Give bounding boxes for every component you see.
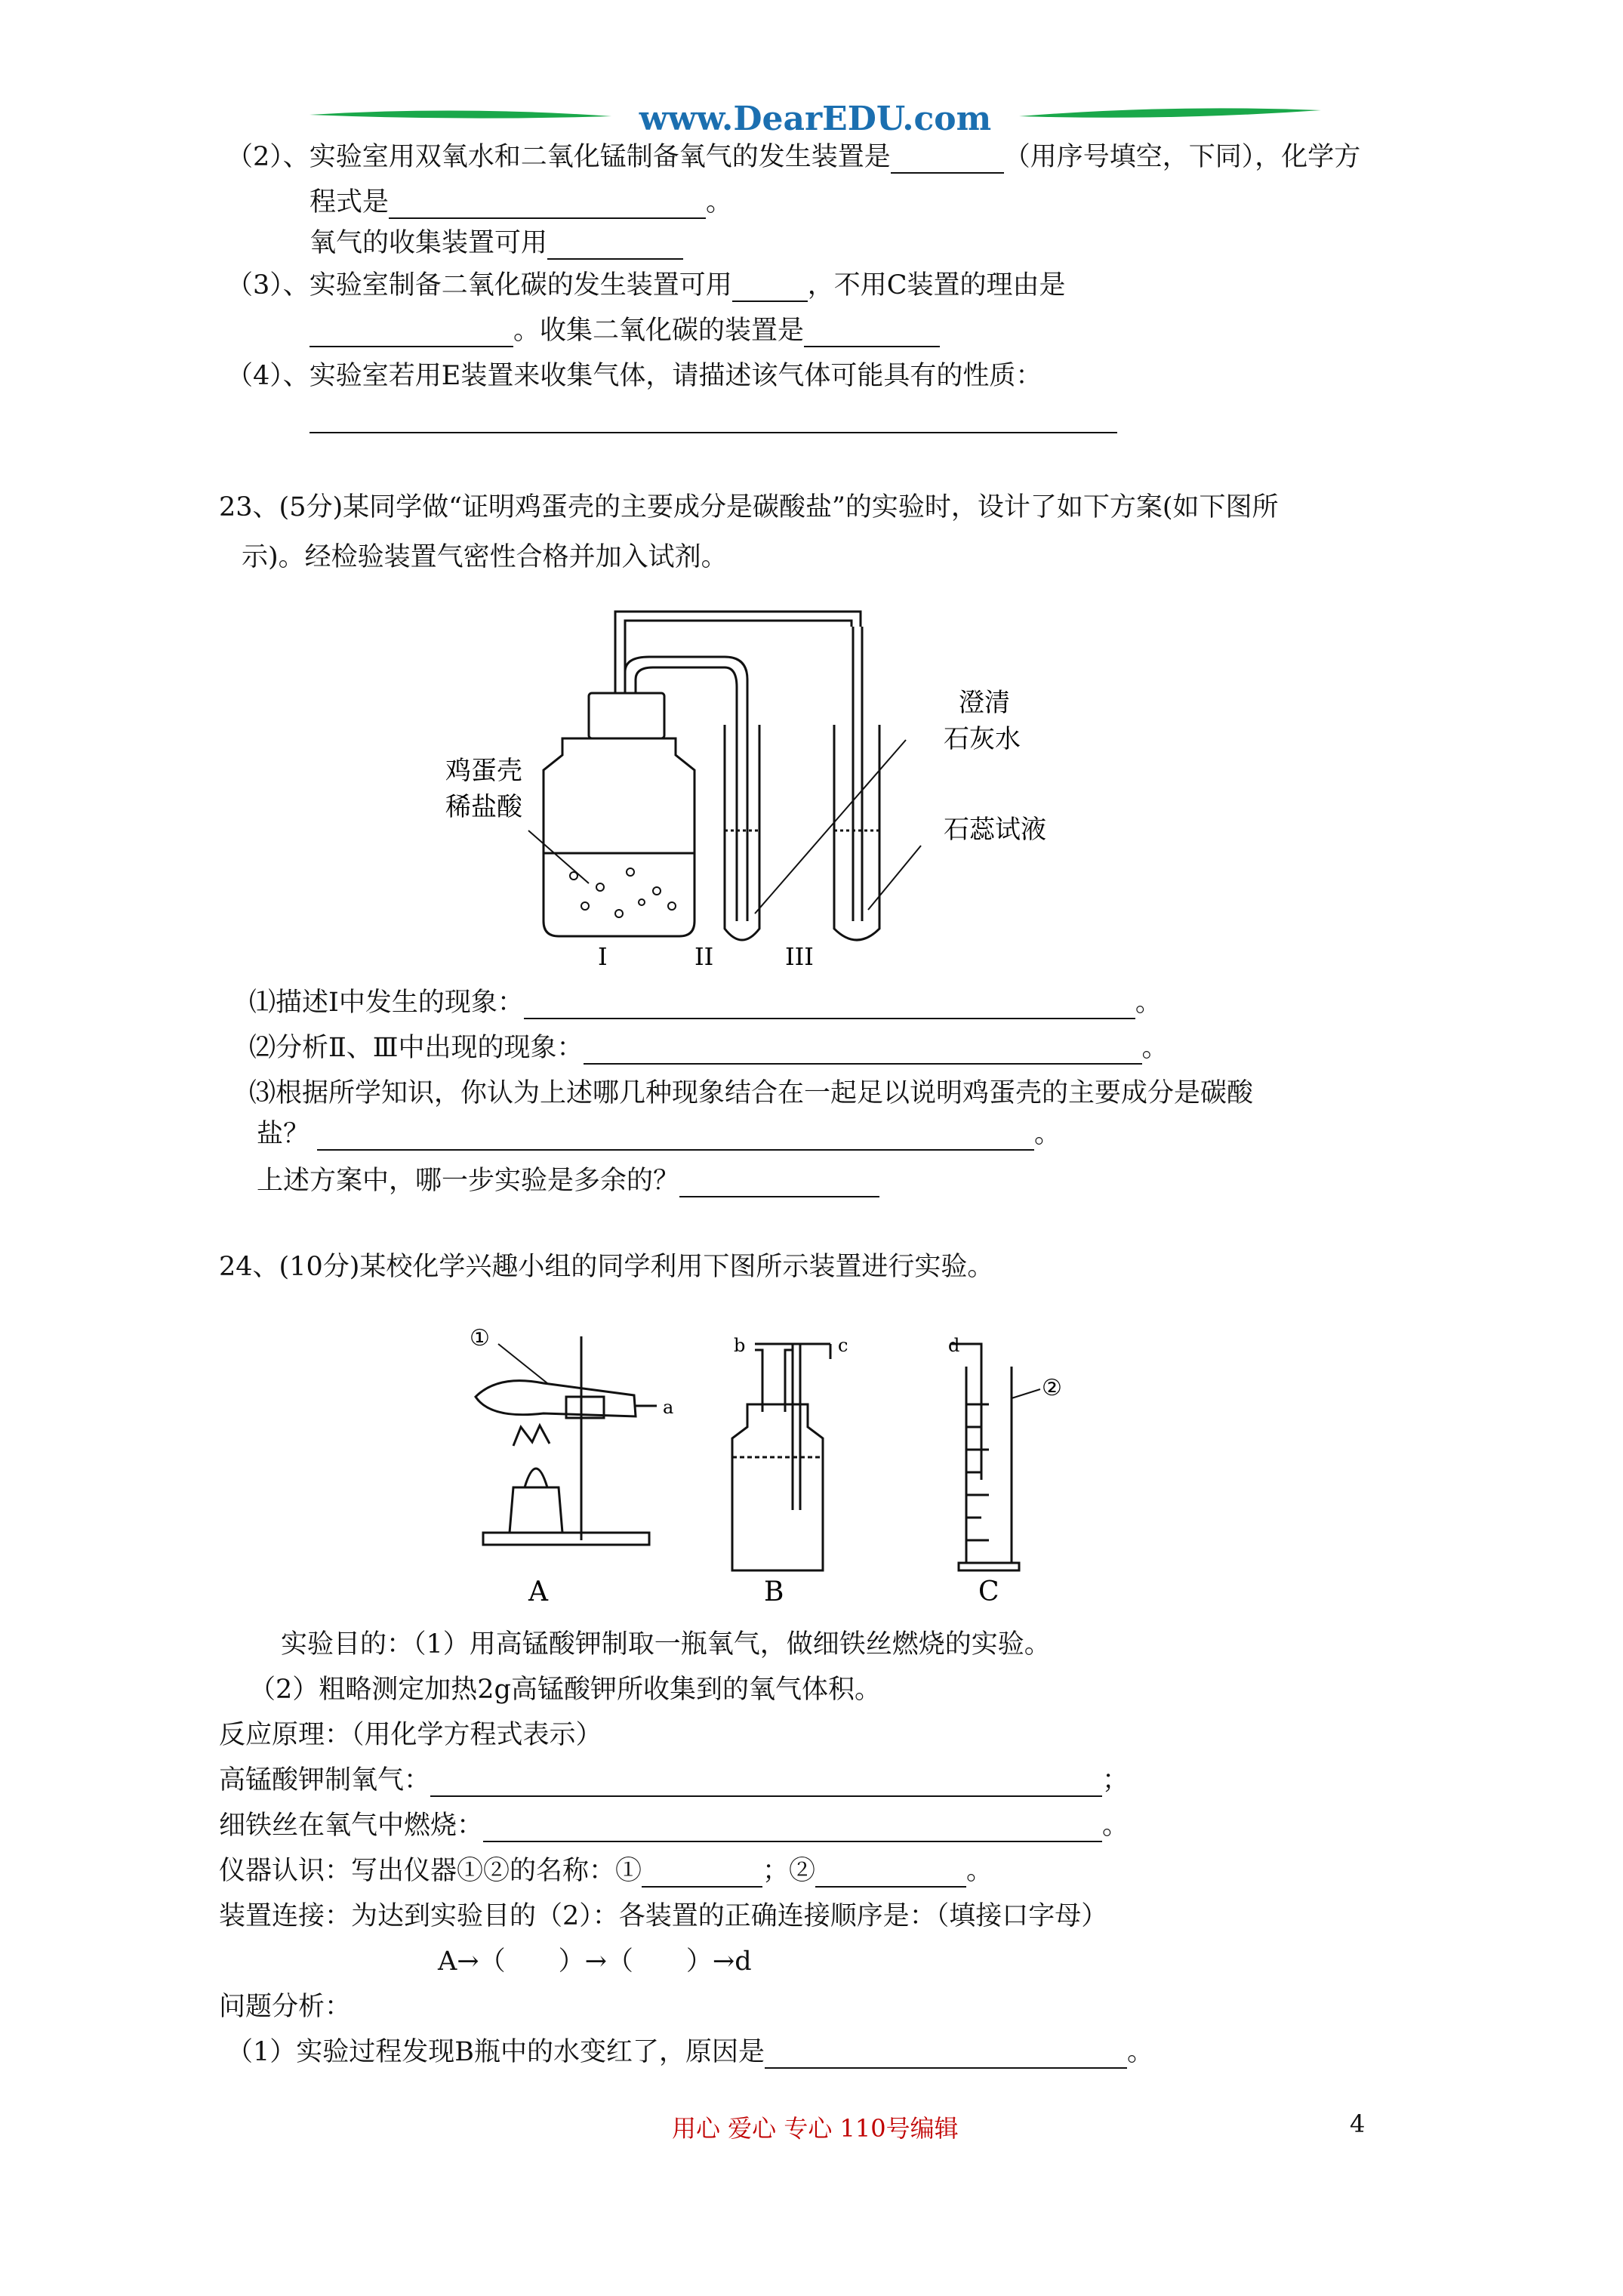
q24-analysis1 (226, 2036, 1153, 2069)
answer-blank[interactable] (804, 320, 940, 347)
answer-blank[interactable] (310, 406, 1117, 433)
q22-part3-text-c: 。收集二氧化碳的装置是 (513, 316, 805, 346)
label-apparatus-c: C (978, 1576, 999, 1607)
pointer-line (528, 831, 589, 883)
q22-part3-line1 (226, 269, 1066, 302)
q22-part2-text-e: 氧气的收集装置可用 (310, 228, 548, 258)
test-tube-three (834, 627, 879, 940)
pointer-line (498, 1344, 547, 1383)
q23-sub1 (249, 986, 1162, 1019)
label-roman-three: III (785, 942, 814, 971)
label-litmus: 石蕊试液 (944, 815, 1046, 845)
page-number: 4 (1350, 2110, 1366, 2138)
q22-part2-line2 (310, 186, 732, 219)
pointer-line (755, 740, 906, 914)
q24-eq1 (219, 1764, 1129, 1797)
answer-blank[interactable] (483, 1815, 1102, 1842)
q24-connection-sequence: A→（ ）→（ ）→d (438, 1946, 752, 1977)
q24-analysis1-end: 。 (1127, 2037, 1154, 2067)
answer-blank[interactable] (584, 1037, 1142, 1065)
q22-part2-line1 (226, 140, 1360, 174)
q22-part4-text-a: （4）、实验室若用E装置来收集气体，请描述该气体可能具有的性质： (226, 361, 1042, 391)
q24-eq1-end: ； (1102, 1765, 1129, 1795)
q23-sub3-end: 。 (1034, 1119, 1061, 1149)
delivery-tube-one-inner (636, 667, 737, 921)
test-tube-two (725, 725, 759, 940)
q23-sub2-end: 。 (1141, 1033, 1169, 1063)
label-limewater: 石灰水 (944, 724, 1021, 754)
label-circle-one: ① (470, 1325, 490, 1351)
q24-analysis: 问题分析： (219, 1992, 352, 2022)
q23-sub2-text: ⑵分析Ⅱ、Ⅲ中出现的现象： (249, 1033, 584, 1063)
pointer-line (868, 846, 921, 910)
answer-blank[interactable] (765, 2042, 1127, 2069)
q24-connection: 装置连接：为达到实验目的（2）：各装置的正确连接顺序是：（填接口字母） (219, 1901, 1108, 1931)
q22-part2-text-a: （2）、实验室用双氧水和二氧化锰制备氧气的发生装置是 (226, 142, 891, 172)
q23-sub2 (249, 1031, 1169, 1065)
q24-eq1-text: 高锰酸钾制氧气： (219, 1765, 431, 1795)
answer-blank[interactable] (679, 1170, 879, 1197)
bubbles (570, 868, 676, 917)
q22-part3-line2 (310, 314, 940, 347)
label-port-b: b (734, 1335, 746, 1356)
q22-part4-line2 (310, 400, 1117, 433)
q24-eq2-text: 细铁丝在氧气中燃烧： (219, 1811, 484, 1841)
apparatus-a (476, 1336, 657, 1545)
answer-blank[interactable] (389, 192, 706, 219)
answer-blank[interactable] (430, 1770, 1102, 1797)
q22-part2-line3 (310, 227, 683, 260)
q22-part3-text-b: ，不用C装置的理由是 (807, 270, 1066, 300)
q24-principle: 反应原理：（用化学方程式表示） (219, 1720, 602, 1750)
pointer-line (1012, 1389, 1040, 1398)
answer-blank[interactable] (642, 1860, 762, 1888)
q23-title: 23、(5分)某同学做“证明鸡蛋壳的主要成分是碳酸盐”的实验时，设计了如下方案(如下图所 (219, 492, 1279, 522)
label-roman-one: I (598, 942, 608, 971)
label-eggshell: 鸡蛋壳 (445, 756, 522, 786)
apparatus-c (951, 1344, 1019, 1570)
q23-sub1-end: 。 (1135, 988, 1162, 1018)
q22-part2-text-b: （用序号填空，下同），化学方 (1003, 142, 1361, 172)
q24-goal1: 实验目的：（1）用高锰酸钾制取一瓶氧气，做细铁丝燃烧的实验。 (281, 1629, 1051, 1660)
label-apparatus-a: A (528, 1576, 548, 1607)
delivery-tube-top (615, 612, 861, 628)
q24-apparatus-figure (438, 1314, 1163, 1608)
footer-text: 用心 爱心 专心 110号编辑 (672, 2114, 959, 2143)
label-clear: 澄清 (959, 688, 1010, 718)
q22-part3-text-a: （3）、实验室制备二氧化碳的发生装置可用 (226, 270, 732, 300)
q24-goal2: （2）粗略测定加热2g高锰酸钾所收集到的氧气体积。 (249, 1675, 881, 1705)
q23-sub3: ⑶根据所学知识，你认为上述哪几种现象结合在一起足以说明鸡蛋壳的主要成分是碳酸 (249, 1078, 1254, 1108)
label-apparatus-b: B (764, 1576, 784, 1607)
q24-eq2 (219, 1809, 1129, 1842)
q22-part2-text-d: 。 (706, 187, 733, 217)
label-port-d: d (948, 1335, 960, 1356)
label-port-a: a (663, 1397, 674, 1418)
answer-blank[interactable] (815, 1860, 966, 1888)
q22-part4-line1 (226, 359, 1042, 393)
delivery-tube-one (625, 657, 747, 921)
label-circle-two: ② (1042, 1375, 1062, 1401)
q23-sub4-text: 上述方案中，哪一步实验是多余的？ (257, 1166, 680, 1196)
q24-inst-end: 。 (966, 1856, 993, 1886)
q23-sub3-line2 (257, 1117, 1061, 1151)
q24-inst-mid: ；② (762, 1856, 816, 1886)
label-dilute-hcl: 稀盐酸 (445, 792, 522, 822)
answer-blank[interactable] (317, 1123, 1034, 1151)
q23-sub3-text-b: 盐？ (257, 1119, 310, 1149)
q23-title-line2: 示)。经检验装置气密性合格并加入试剂。 (242, 542, 728, 572)
q24-title: 24、(10分)某校化学兴趣小组的同学利用下图所示装置进行实验。 (219, 1252, 994, 1282)
q23-sub1-text: ⑴描述Ⅰ中发生的现象： (249, 988, 524, 1018)
label-port-c: c (838, 1335, 848, 1356)
q24-analysis1-text: （1）实验过程发现B瓶中的水变红了，原因是 (226, 2037, 765, 2067)
q24-eq2-end: 。 (1102, 1811, 1129, 1841)
q23-sub4 (257, 1164, 879, 1197)
header-site-text: www.DearEDU.com (639, 100, 992, 138)
answer-blank[interactable] (524, 992, 1135, 1019)
apparatus-b (732, 1344, 830, 1570)
q22-part2-text-c: 程式是 (310, 187, 390, 217)
answer-blank[interactable] (547, 233, 683, 260)
q24-inst-text: 仪器认识：写出仪器①②的名称：① (219, 1856, 642, 1886)
answer-blank[interactable] (732, 275, 808, 302)
q23-apparatus-figure (423, 604, 1087, 974)
answer-blank[interactable] (310, 320, 513, 347)
answer-blank[interactable] (891, 146, 1004, 174)
q24-instruments (219, 1854, 993, 1888)
label-roman-two: II (694, 942, 714, 971)
